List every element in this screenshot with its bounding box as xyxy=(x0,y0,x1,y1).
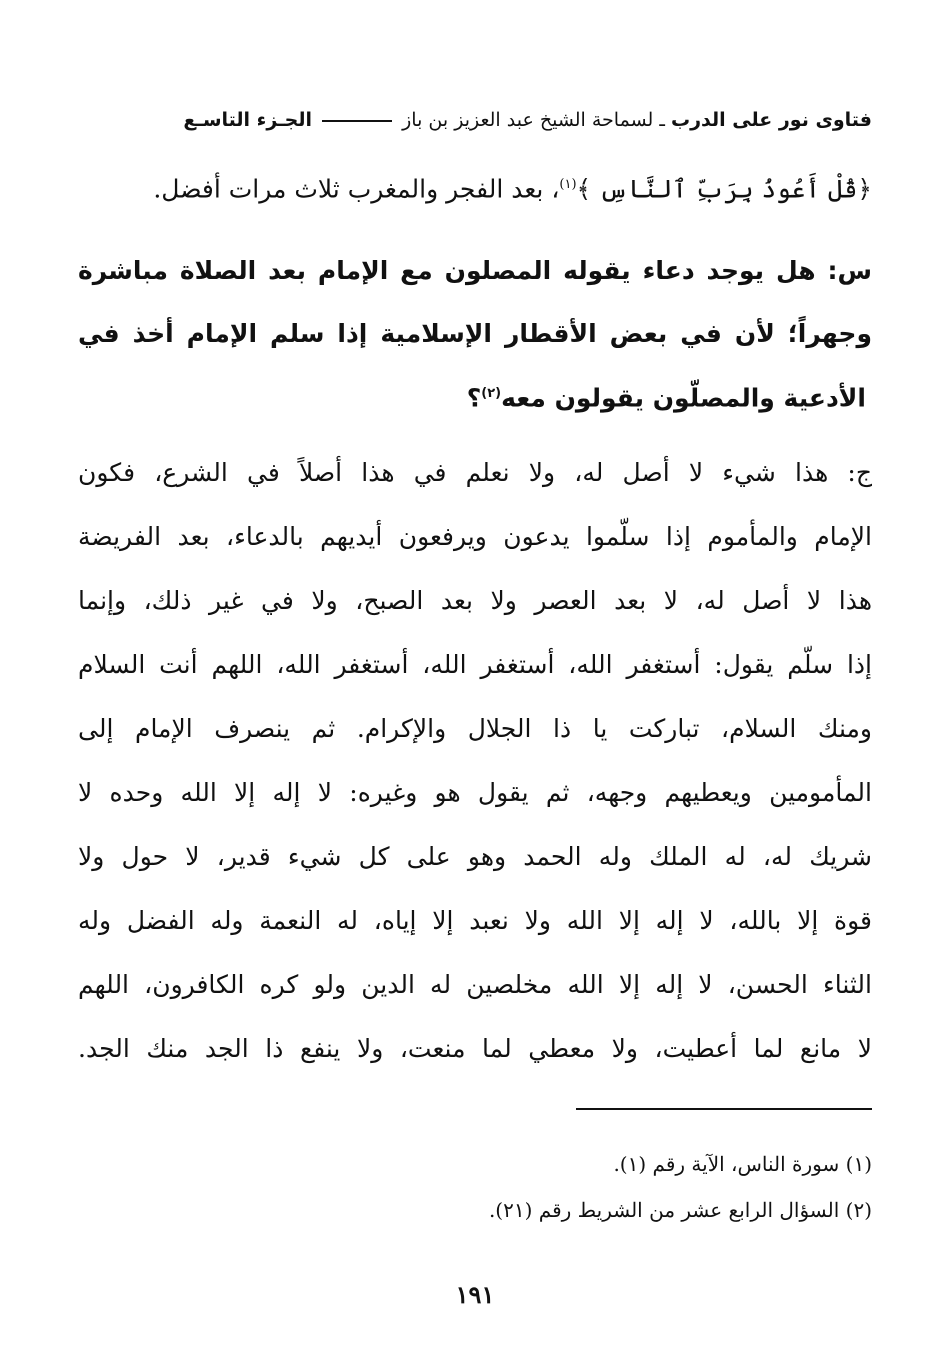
running-header xyxy=(78,98,872,142)
footnote-1: (١) سورة الناس، الآية رقم (١). xyxy=(613,1152,872,1176)
footnote-ref-2: (٢) xyxy=(481,386,502,401)
question-line-2: وجهراً؛ لأن في بعض الأقطار الإسلامية إذا سلم الإمام أخذ في xyxy=(78,319,872,348)
footnote-2: (٢) السؤال الرابع عشر من الشريط رقم (٢١). xyxy=(488,1198,872,1222)
quran-verse: ﴿قُلْ أَعُوذُ بِرَبِّ ٱلنَّاسِ ﴾ xyxy=(576,174,872,204)
answer-line-7: شريك له، له الملك وله الحمد وهو على كل شيء قدير، لا حول ولا xyxy=(78,842,872,871)
book-title: فتاوى نور على الدرب xyxy=(671,109,872,131)
question-line-3-text: الأدعية والمصلّون يقولون معه xyxy=(501,383,866,413)
answer-line-6: المأمومين ويعطيهم وجهه، ثم يقول هو وغيره: لا إله إلا الله وحده لا xyxy=(78,778,872,807)
question-line-1: س: هل يوجد دعاء يقوله المصلون مع الإمام بعد الصلاة مباشرة xyxy=(78,256,872,285)
answer-line-8: قوة إلا بالله، لا إله إلا الله ولا نعبد إلا إياه، له النعمة وله الفضل وله xyxy=(78,906,872,935)
answer-line-9: الثناء الحسن، لا إله إلا الله مخلصين له الدين ولو كره الكافرون، اللهم xyxy=(78,970,872,999)
question-line-3 xyxy=(72,365,866,423)
header-separator: ـ xyxy=(659,109,665,131)
question-mark: ؟ xyxy=(466,383,482,413)
page-number: ١٩١ xyxy=(455,1280,495,1309)
answer-line-4: إذا سلّم يقول: أستغفر الله، أستغفر الله، أستغفر الله، اللهم أنت السلام xyxy=(78,650,872,679)
intro-line xyxy=(78,156,872,214)
answer-line-5: ومنك السلام، تباركت يا ذا الجلال والإكرام. ثم ينصرف الإمام إلى xyxy=(78,714,872,743)
intro-text: ، بعد الفجر والمغرب ثلاث مرات أفضل. xyxy=(153,174,560,204)
answer-line-1: ج: هذا شيء لا أصل له، ولا نعلم في هذا أصلاً في الشرع، فكون xyxy=(78,458,872,487)
part-label: الجـزء التاسـع xyxy=(183,109,313,131)
answer-line-10: لا مانع لما أعطيت، ولا معطي لما منعت، ولا ينفع ذا الجد منك الجد. xyxy=(78,1034,872,1063)
answer-line-3: هذا لا أصل له، لا بعد العصر ولا بعد الصبح، ولا في غير ذلك، وإنما xyxy=(78,586,872,615)
header-rule xyxy=(322,120,392,122)
footnote-rule xyxy=(576,1108,872,1110)
author-name: لسماحة الشيخ عبد العزيز بن باز xyxy=(402,109,654,131)
answer-line-2: الإمام والمأموم إذا سلّموا يدعون ويرفعون أيديهم بالدعاء، بعد الفريضة xyxy=(78,522,872,551)
footnote-ref-1: (١) xyxy=(559,177,577,192)
